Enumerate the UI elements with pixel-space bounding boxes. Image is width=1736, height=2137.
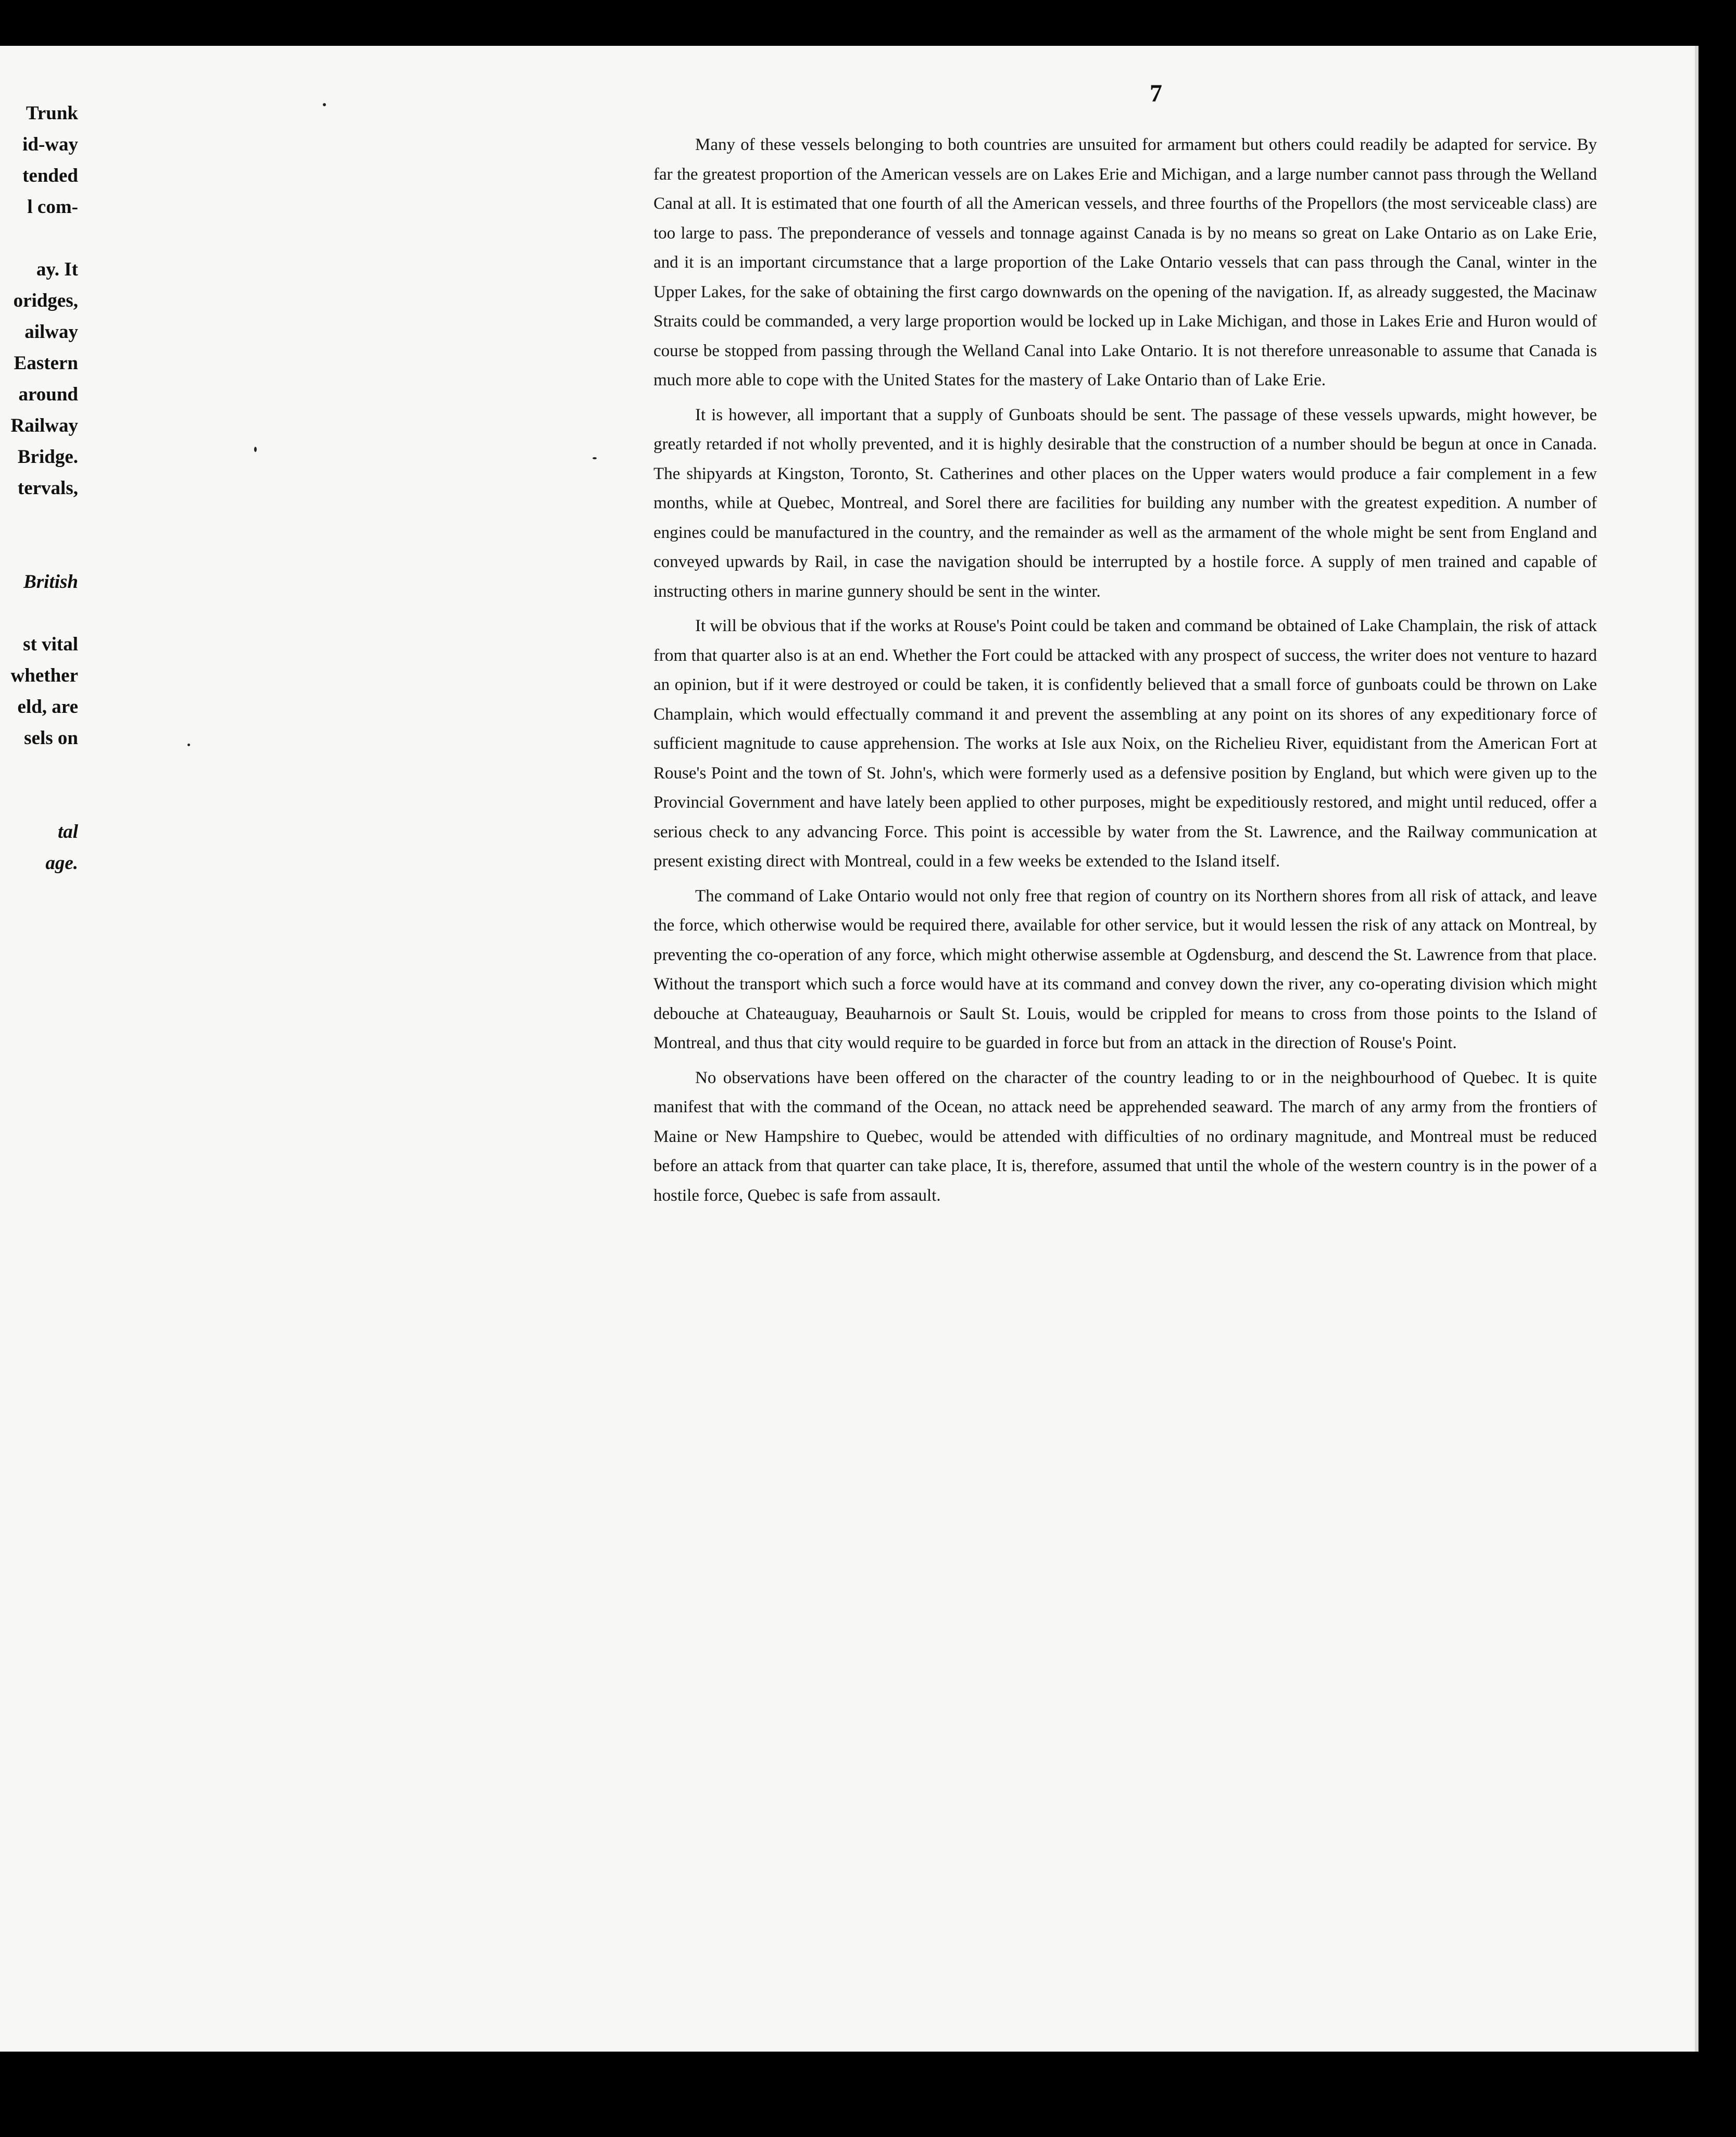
scan-border-right [1699, 0, 1736, 2137]
fragment-line: l com- [27, 196, 78, 218]
main-text-column [653, 130, 1597, 1215]
fragment-line: tended [22, 165, 78, 186]
fragment-line [0, 535, 78, 567]
fragment-line: around [18, 384, 78, 405]
scan-speck [593, 457, 597, 459]
scan-border-bottom [0, 2052, 1736, 2137]
fragment-line [0, 785, 78, 816]
fragment-line: sels on [24, 727, 78, 749]
fragment-line: Railway [10, 415, 78, 436]
fragment-line: oridges, [13, 290, 78, 311]
fragment-line [0, 754, 78, 785]
fragment-line: Eastern [14, 353, 78, 374]
fragment-line [0, 223, 78, 254]
fragment-line: st vital [23, 634, 78, 655]
fragment-line: ailway [24, 321, 78, 343]
paragraph: Many of these vessels belonging to both countries are unsuited for armament but others could readily be adapted for service. By far the greatest proportion of the American vessels are on Lakes Erie and Michigan, and a large number cannot pass through the Welland Canal at all. It is estimated that one fourth of all the American vessels, and three fourths of the Propellors (the most serviceable class) are too large to pass. The preponderance of vessels and tonnage against Canada is by no means so great on Lake Ontario as on Lake Erie, and it is an important circumstance that a large proportion of the Lake Ontario vessels that can pass through the Canal, winter in the Upper Lakes, for the sake of obtaining the first cargo downwards on the opening of the navigation. If, as already suggested, the Macinaw Straits could be commanded, a very large proportion would be locked up in Lake Michigan, and those in Lakes Erie and Huron would of course be stopped from passing through the Welland Canal into Lake Ontario. It is not therefore unreasonable to assume that Canada is much more able to cope with the United States for the mastery of Lake Ontario than of Lake Erie. [653, 135, 1597, 389]
paragraph: The command of Lake Ontario would not only free that region of country on its Northern shores from all risk of attack, and leave the force, which otherwise would be required there, available for other service, but it would lessen the risk of any attack on Montreal, by preventing the co-operation of any force, which might otherwise assemble at Ogdensburg, and descend the St. Lawrence from that place. Without the transport which such a force would have at its command and convey down the river, any co-operating division which might debouche at Chateauguay, Beauharnois or Sault St. Louis, would be crippled for means to cross from those points to the Island of Montreal, and thus that city would require to be guarded in force but from an attack in the direction of Rouse's Point. [653, 886, 1597, 1052]
page-edge [1695, 46, 1699, 2052]
scan-speck [187, 744, 190, 746]
fragment-line: British [23, 571, 78, 593]
fragment-line: eld, are [17, 696, 78, 718]
fragment-line: whether [10, 665, 78, 686]
scan-speck [254, 447, 257, 452]
page-number: 7 [1150, 80, 1162, 107]
paragraph: No observations have been offered on the character of the country leading to or in the neighbourhood of Quebec. It is quite manifest that with the command of the Ocean, no attack need be apprehended seaward. The march of any army from the frontiers of Maine or New Hampshire to Quebec, would be attended with difficulties of no ordinary magnitude, and Montreal must be reduced before an attack from that quarter can take place, It is, therefore, assumed that until the whole of the western country is in the power of a hostile force, Quebec is safe from assault. [653, 1068, 1597, 1205]
fragment-line: Bridge. [17, 446, 78, 468]
fragment-line: Trunk [26, 103, 78, 124]
fragment-line [0, 598, 78, 629]
fragment-line: tervals, [17, 477, 78, 499]
paragraph: It will be obvious that if the works at Rouse's Point could be taken and command be obtained of Lake Champlain, the risk of attack from that quarter also is at an end. Whether the Fort could be attacked with any prospect of success, the writer does not venture to hazard an opinion, but if it were destroyed or could be taken, it is confidently believed that a small force of gunboats could be thrown on Lake Champlain, which would effectually command it and prevent the assembling at any point on its shores of any expeditionary force of sufficient magnitude to cause apprehension. The works at Isle aux Noix, on the Richelieu River, equidistant from the American Fort at Rouse's Point and the town of St. John's, which were formerly used as a defensive position by England, but which were given up to the Provincial Government and have lately been applied to other purposes, might be expeditiously restored, and might until reduced, offer a serious check to any advancing Force. This point is accessible by water from the St. Lawrence, and the Railway communication at present existing direct with Montreal, could in a few weeks be extended to the Island itself. [653, 617, 1597, 871]
previous-page-fragment [0, 98, 78, 879]
fragment-line: tal [57, 821, 78, 843]
fragment-line: age. [45, 852, 78, 874]
fragment-line: id-way [22, 134, 78, 155]
fragment-line [0, 504, 78, 535]
scan-border-top [0, 0, 1736, 46]
fragment-line: ay. It [36, 259, 78, 280]
scan-speck [323, 103, 326, 106]
paragraph: It is however, all important that a supply of Gunboats should be sent. The passage of these vessels upwards, might however, be greatly retarded if not wholly prevented, and it is highly desirable that the construction of a number should be begun at once in Canada. The shipyards at Kingston, Toronto, St. Catherines and other places on the Upper waters would produce a fair complement in a few months, while at Quebec, Montreal, and Sorel there are facilities for building any number with the greatest expedition. A number of engines could be manufactured in the country, and the remainder as well as the armament of the whole might be sent from England and conveyed upwards by Rail, in case the navigation should be interrupted by a hostile force. A supply of men trained and capable of instructing others in marine gunnery should be sent in the winter. [653, 405, 1597, 601]
